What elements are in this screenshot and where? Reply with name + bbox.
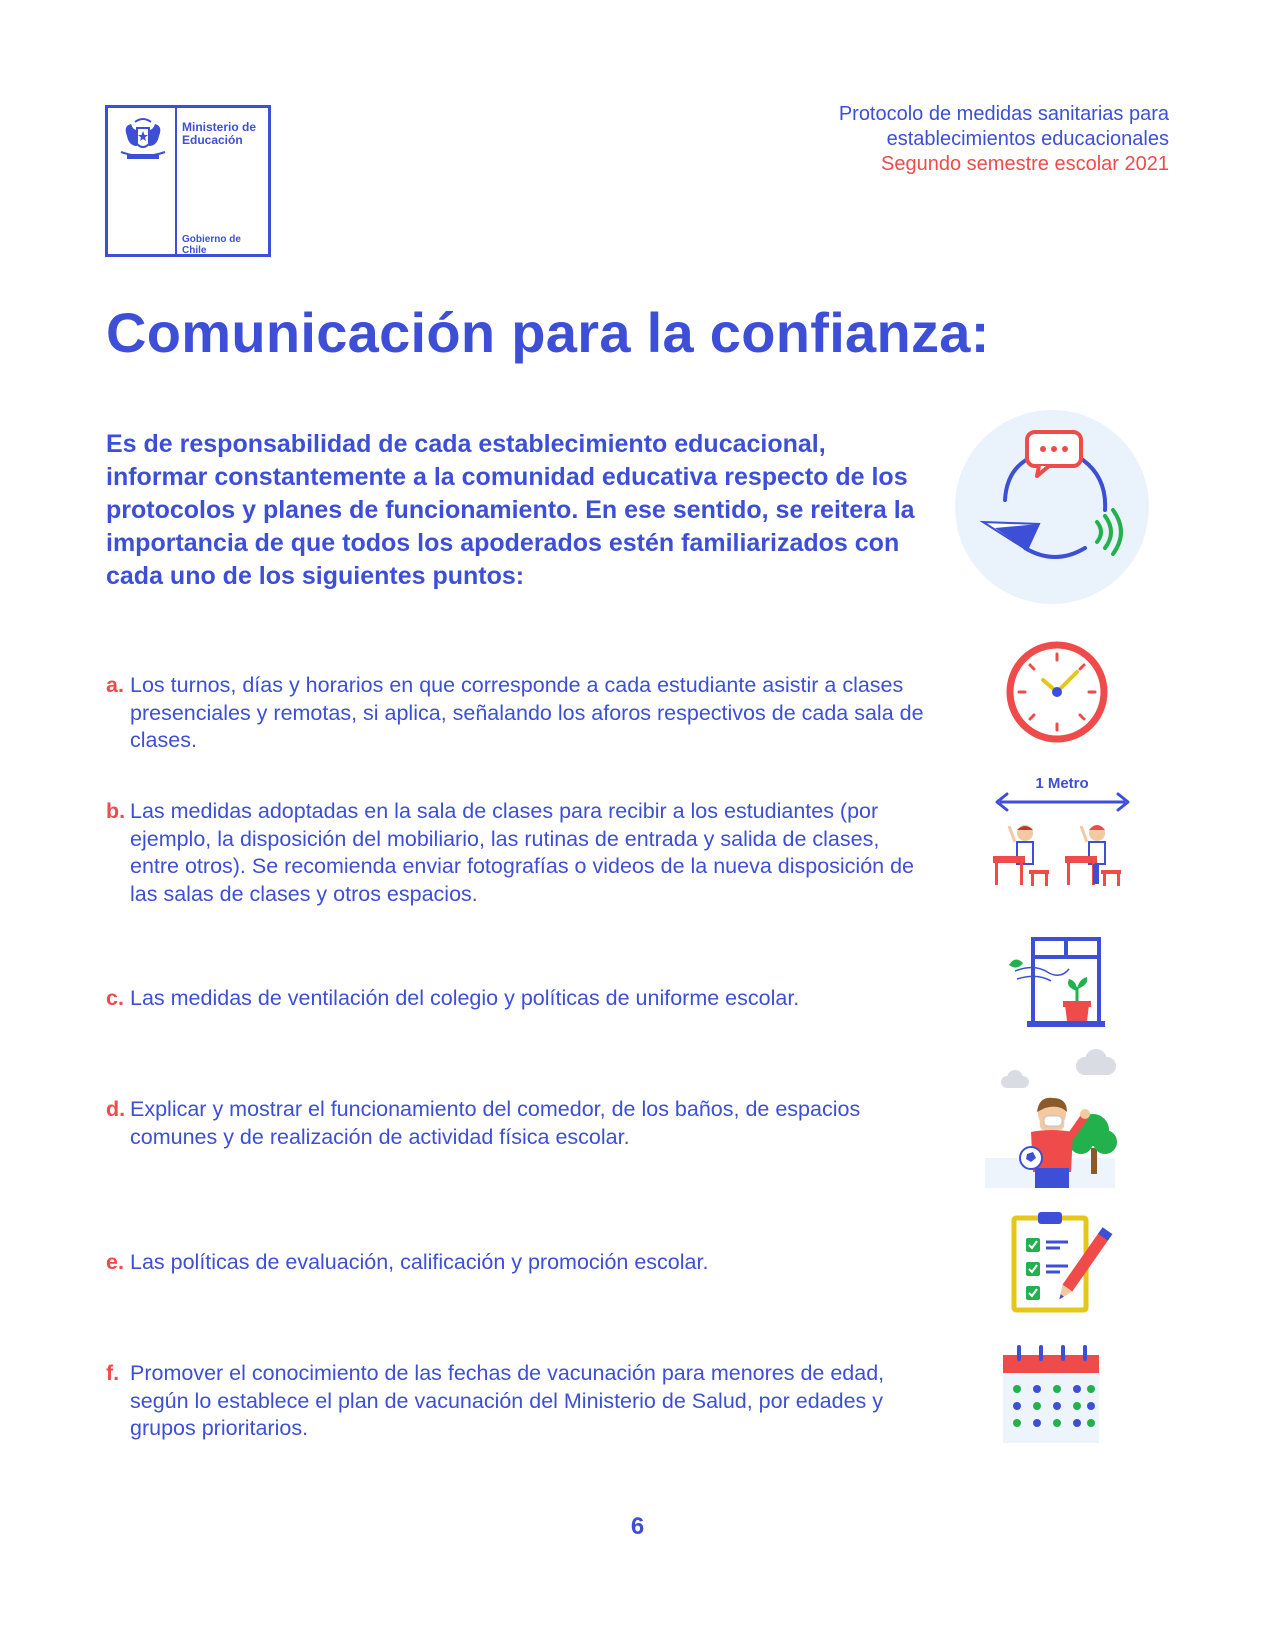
student-desk-left — [993, 825, 1049, 886]
student-outdoor-icon — [985, 1048, 1130, 1188]
logo-ministry-name: Ministerio de Educación — [182, 120, 257, 147]
distance-label: 1 Metro — [1035, 775, 1089, 792]
page-title: Comunicación para la confianza: — [106, 301, 990, 364]
item-marker: d. — [106, 1097, 126, 1121]
list-item-f — [106, 1360, 926, 1443]
item-marker: e. — [106, 1250, 124, 1274]
intro-paragraph: Es de responsabilidad de cada establecimiento educacional, informar constantemente a la comunidad educativa respecto de los protocolos y planes de funcionamiento. En ese sentido, se reitera la importancia de que todos los apoderados estén familiarizados con cada uno de los siguientes puntos: — [106, 430, 915, 590]
item-text: Explicar y mostrar el funcionamiento del comedor, de los baños, de espacios comunes y de realización de actividad física escolar. — [130, 1097, 861, 1149]
student-desk-right — [1065, 825, 1121, 886]
item-text: Las medidas adoptadas en la sala de clases para recibir a los estudiantes (por ejemplo, la disposición del mobiliario, las rutinas de entrada y salida de clases, entre otros). Se recomienda enviar fotografías o videos de la nueva disposición de las salas de clases y otros espacios. — [130, 799, 915, 906]
document-header — [839, 102, 1169, 177]
clock-icon — [1005, 640, 1109, 744]
item-text: Promover el conocimiento de las fechas de vacunación para menores de edad, según lo establece el plan de vacunación del Ministerio de Salud, por edades y grupos prioritarios. — [130, 1361, 885, 1440]
header-line-2: establecimientos educacionales — [886, 128, 1169, 150]
checklist-clipboard-icon — [1010, 1210, 1115, 1315]
window-ventilation-icon — [1005, 935, 1110, 1030]
header-line-3: Segundo semestre escolar 2021 — [881, 153, 1169, 175]
list-item-d — [106, 1096, 926, 1151]
list-item-b — [106, 798, 926, 908]
item-marker: a. — [106, 673, 124, 697]
item-text: Los turnos, días y horarios en que corresponde a cada estudiante asistir a clases presenciales y remotas, si aplica, señalando los aforos respectivos de cada sala de clases. — [130, 673, 924, 752]
item-marker: b. — [106, 799, 126, 823]
distancing-icon — [985, 770, 1140, 895]
communication-cycle-icon — [955, 410, 1150, 605]
chile-crest-icon — [115, 116, 171, 162]
item-text: Las políticas de evaluación, calificación y promoción escolar. — [130, 1250, 709, 1274]
header-line-1: Protocolo de medidas sanitarias para — [838, 103, 1169, 125]
list-item-c — [106, 985, 926, 1013]
list-item-e — [106, 1249, 926, 1277]
item-marker: f. — [106, 1361, 120, 1385]
page-number: 6 — [630, 1513, 645, 1540]
item-marker: c. — [106, 986, 124, 1010]
calendar-icon — [1003, 1343, 1103, 1443]
logo-divider — [175, 108, 177, 254]
logo-government-name: Gobierno de Chile — [182, 234, 241, 256]
ministry-logo — [105, 105, 271, 257]
list-item-a — [106, 672, 926, 755]
item-text: Las medidas de ventilación del colegio y políticas de uniforme escolar. — [130, 986, 800, 1010]
